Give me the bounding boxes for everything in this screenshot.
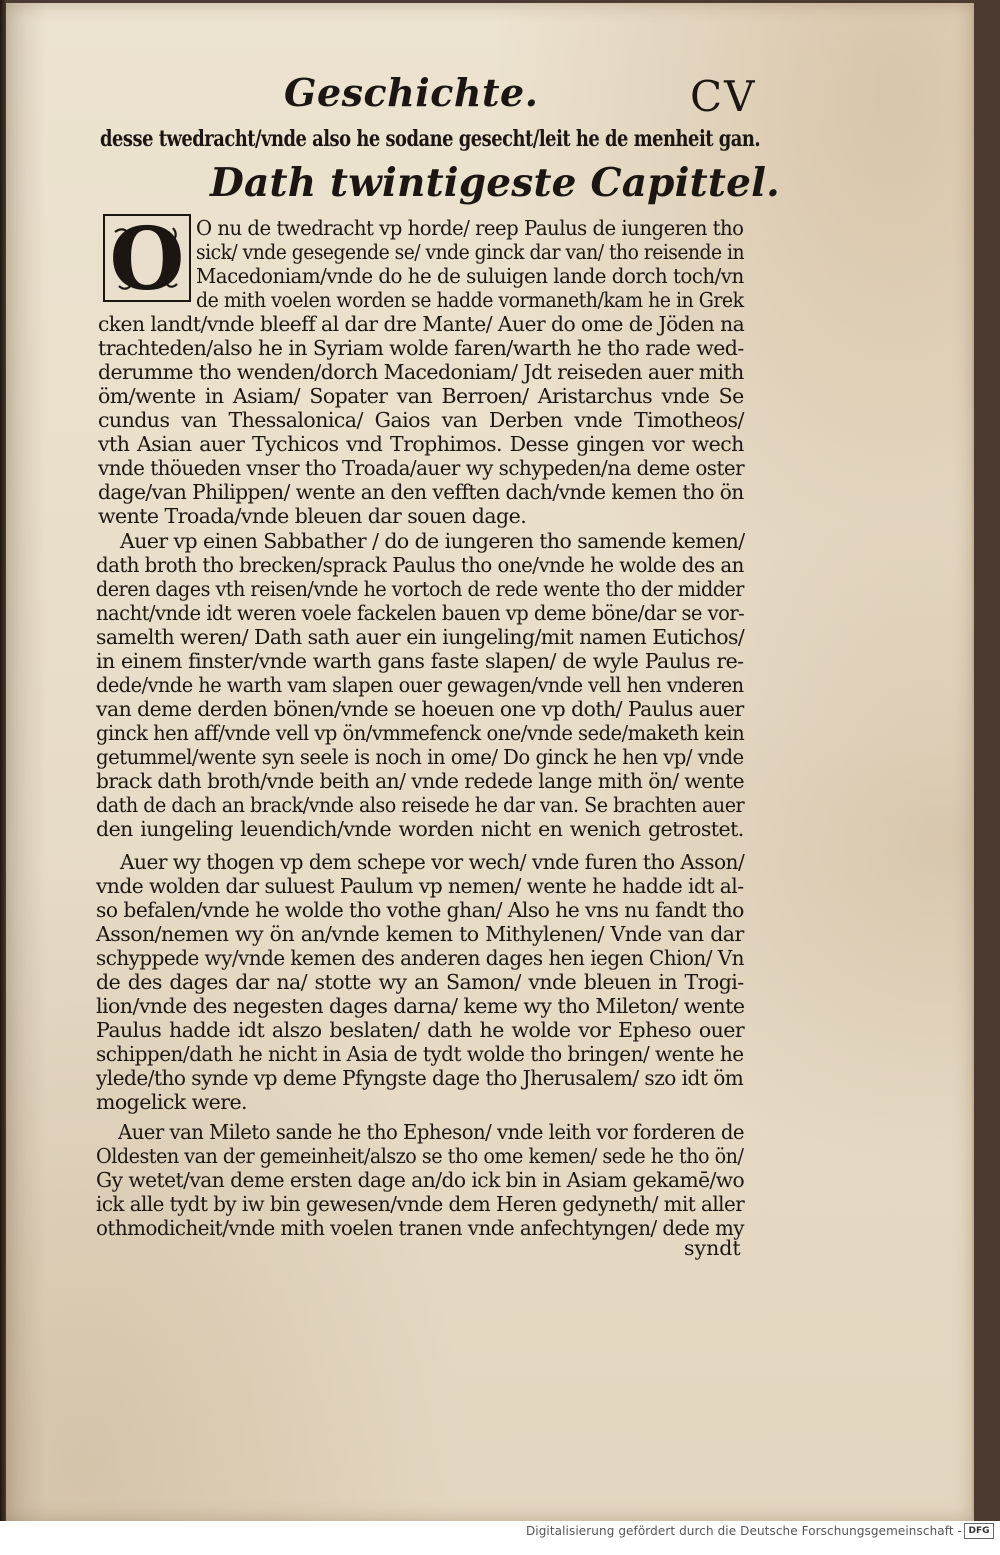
footer-credit: Digitalisierung gefördert durch die Deutsche Forschungsgemeinschaft -: [525, 1524, 962, 1538]
text-line: wente Troada/vnde bleuen dar souen dage.: [98, 504, 527, 528]
text-line: vnde wolden dar suluest Paulum vp nemen/ wente he hadde idt al-: [96, 874, 744, 898]
text-line: dath broth tho brecken/sprack Paulus tho one/vnde he wolde des an: [96, 553, 744, 577]
text-line: O nu de twedracht vp horde/ reep Paulus de iungeren tho: [196, 216, 744, 240]
dropcap-initial: [103, 209, 191, 310]
text-line: othmodicheit/vnde mith voelen tranen vnde anfechtyngen/ dede my: [96, 1216, 745, 1240]
text-line: ginck hen aff/vnde vell vp ön/vmmefenck one/vnde sede/maketh kein: [96, 721, 745, 745]
text-line: brack dath broth/vnde beith an/ vnde redede lange mith ön/ wente: [96, 769, 745, 793]
text-line: ick alle tydt by iw bin gewesen/vnde dem Heren gedyneth/ mit aller: [96, 1192, 745, 1216]
text-line: so befalen/vnde he wolde tho vothe ghan/ Also he vns nu fandt tho: [96, 898, 744, 922]
text-line: Auer wy thogen vp dem schepe vor wech/ vnde furen tho Asson/: [120, 850, 745, 874]
running-title: Geschichte.: [284, 70, 539, 115]
text-line: van deme derden bönen/vnde se hoeuen one vp doth/ Paulus auer: [96, 697, 744, 721]
dropcap-letter: O: [109, 209, 185, 310]
text-line: Auer vp einen Sabbather / do de iungeren tho samende kemen/: [120, 529, 745, 553]
text-line: dath de dach an brack/vnde also reisede he dar van. Se brachten auer: [96, 793, 745, 817]
text-line: dede/vnde he warth vam slapen ouer gewagen/vnde vell hen vnderen: [96, 673, 744, 697]
text-line: ylede/tho synde vp deme Pfyngste dage tho Jherusalem/ szo idt öm: [96, 1066, 744, 1090]
text-line: de mith voelen worden se hadde vormaneth/kam he in Grek: [196, 288, 744, 312]
text-line: nacht/vnde idt weren voele fackelen bauen vp deme böne/dar se vor-: [96, 601, 745, 625]
text-line: vth Asian auer Tychicos vnd Trophimos. Desse gingen vor wech: [98, 432, 744, 456]
text-line: Auer van Mileto sande he tho Epheson/ vnde leith vor forderen de: [118, 1120, 745, 1144]
text-line: Gy wetet/van deme ersten dage an/do ick bin in Asiam gekamē/wo: [96, 1168, 745, 1192]
chapter-heading: Dath twintigeste Capittel.: [210, 160, 780, 206]
text-line: getummel/wente syn seele is noch in ome/ Do ginck he hen vp/ vnde: [96, 745, 744, 769]
text-line: Paulus hadde idt alszo beslaten/ dath he wolde vor Epheso ouer: [96, 1018, 745, 1042]
text-line: schyppede wy/vnde kemen des anderen dages hen iegen Chion/ Vn: [96, 946, 744, 970]
text-line: trachteden/also he in Syriam wolde faren/warth he tho rade wed-: [98, 336, 744, 360]
text-line: samelth weren/ Dath sath auer ein iungeling/mit namen Eutichos/: [96, 625, 745, 649]
text-line: sick/ vnde gesegende se/ vnde ginck dar van/ tho reisende in: [196, 240, 745, 264]
text-line: dage/van Philippen/ wente an den vefften dach/vnde kemen tho ön: [98, 480, 744, 504]
text-line: lion/vnde des negesten dages darna/ keme wy tho Mileton/ wente: [96, 994, 745, 1018]
text-line: schippen/dath he nicht in Asia de tydt wolde tho bringen/ wente he: [96, 1042, 744, 1066]
folio-number: CV: [690, 72, 757, 121]
text-line: Macedoniam/vnde do he de suluigen lande dorch toch/vn: [196, 264, 744, 288]
text-line: Oldesten van der gemeinheit/alszo se tho ome kemen/ sede he tho ön/: [96, 1144, 744, 1168]
catchword: syndt: [684, 1236, 741, 1260]
text-line: deren dages vth reisen/vnde he vortoch de rede wente tho der midder: [96, 577, 744, 601]
text-line: de des dages dar na/ stotte wy an Samon/ vnde bleuen in Trogi-: [96, 970, 744, 994]
text-line: vnde thöueden vnser tho Troada/auer wy schypeden/na deme oster: [98, 456, 745, 480]
text-line: cundus van Thessalonica/ Gaios van Derben vnde Timotheos/: [98, 408, 744, 432]
text-line: cken landt/vnde bleeff al dar dre Mante/ Auer do ome de Jöden na: [98, 312, 745, 336]
text-line: mogelick were.: [96, 1090, 247, 1114]
dfg-logo: DFG: [964, 1523, 994, 1539]
text-line: öm/wente in Asiam/ Sopater van Berroen/ Aristarchus vnde Se: [98, 384, 744, 408]
text-line: in einem finster/vnde warth gans faste slapen/ de wyle Paulus re-: [96, 649, 744, 673]
text-line: derumme tho wenden/dorch Macedoniam/ Jdt reiseden auer mith: [98, 360, 744, 384]
catch-line: desse twedracht/vnde also he sodane gesecht/leit he de menheit gan.: [100, 126, 761, 152]
text-line: den iungeling leuendich/vnde worden nicht en wenich getrostet.: [96, 817, 744, 841]
text-line: Asson/nemen wy ön an/vnde kemen to Mithylenen/ Vnde van dar: [96, 922, 744, 946]
